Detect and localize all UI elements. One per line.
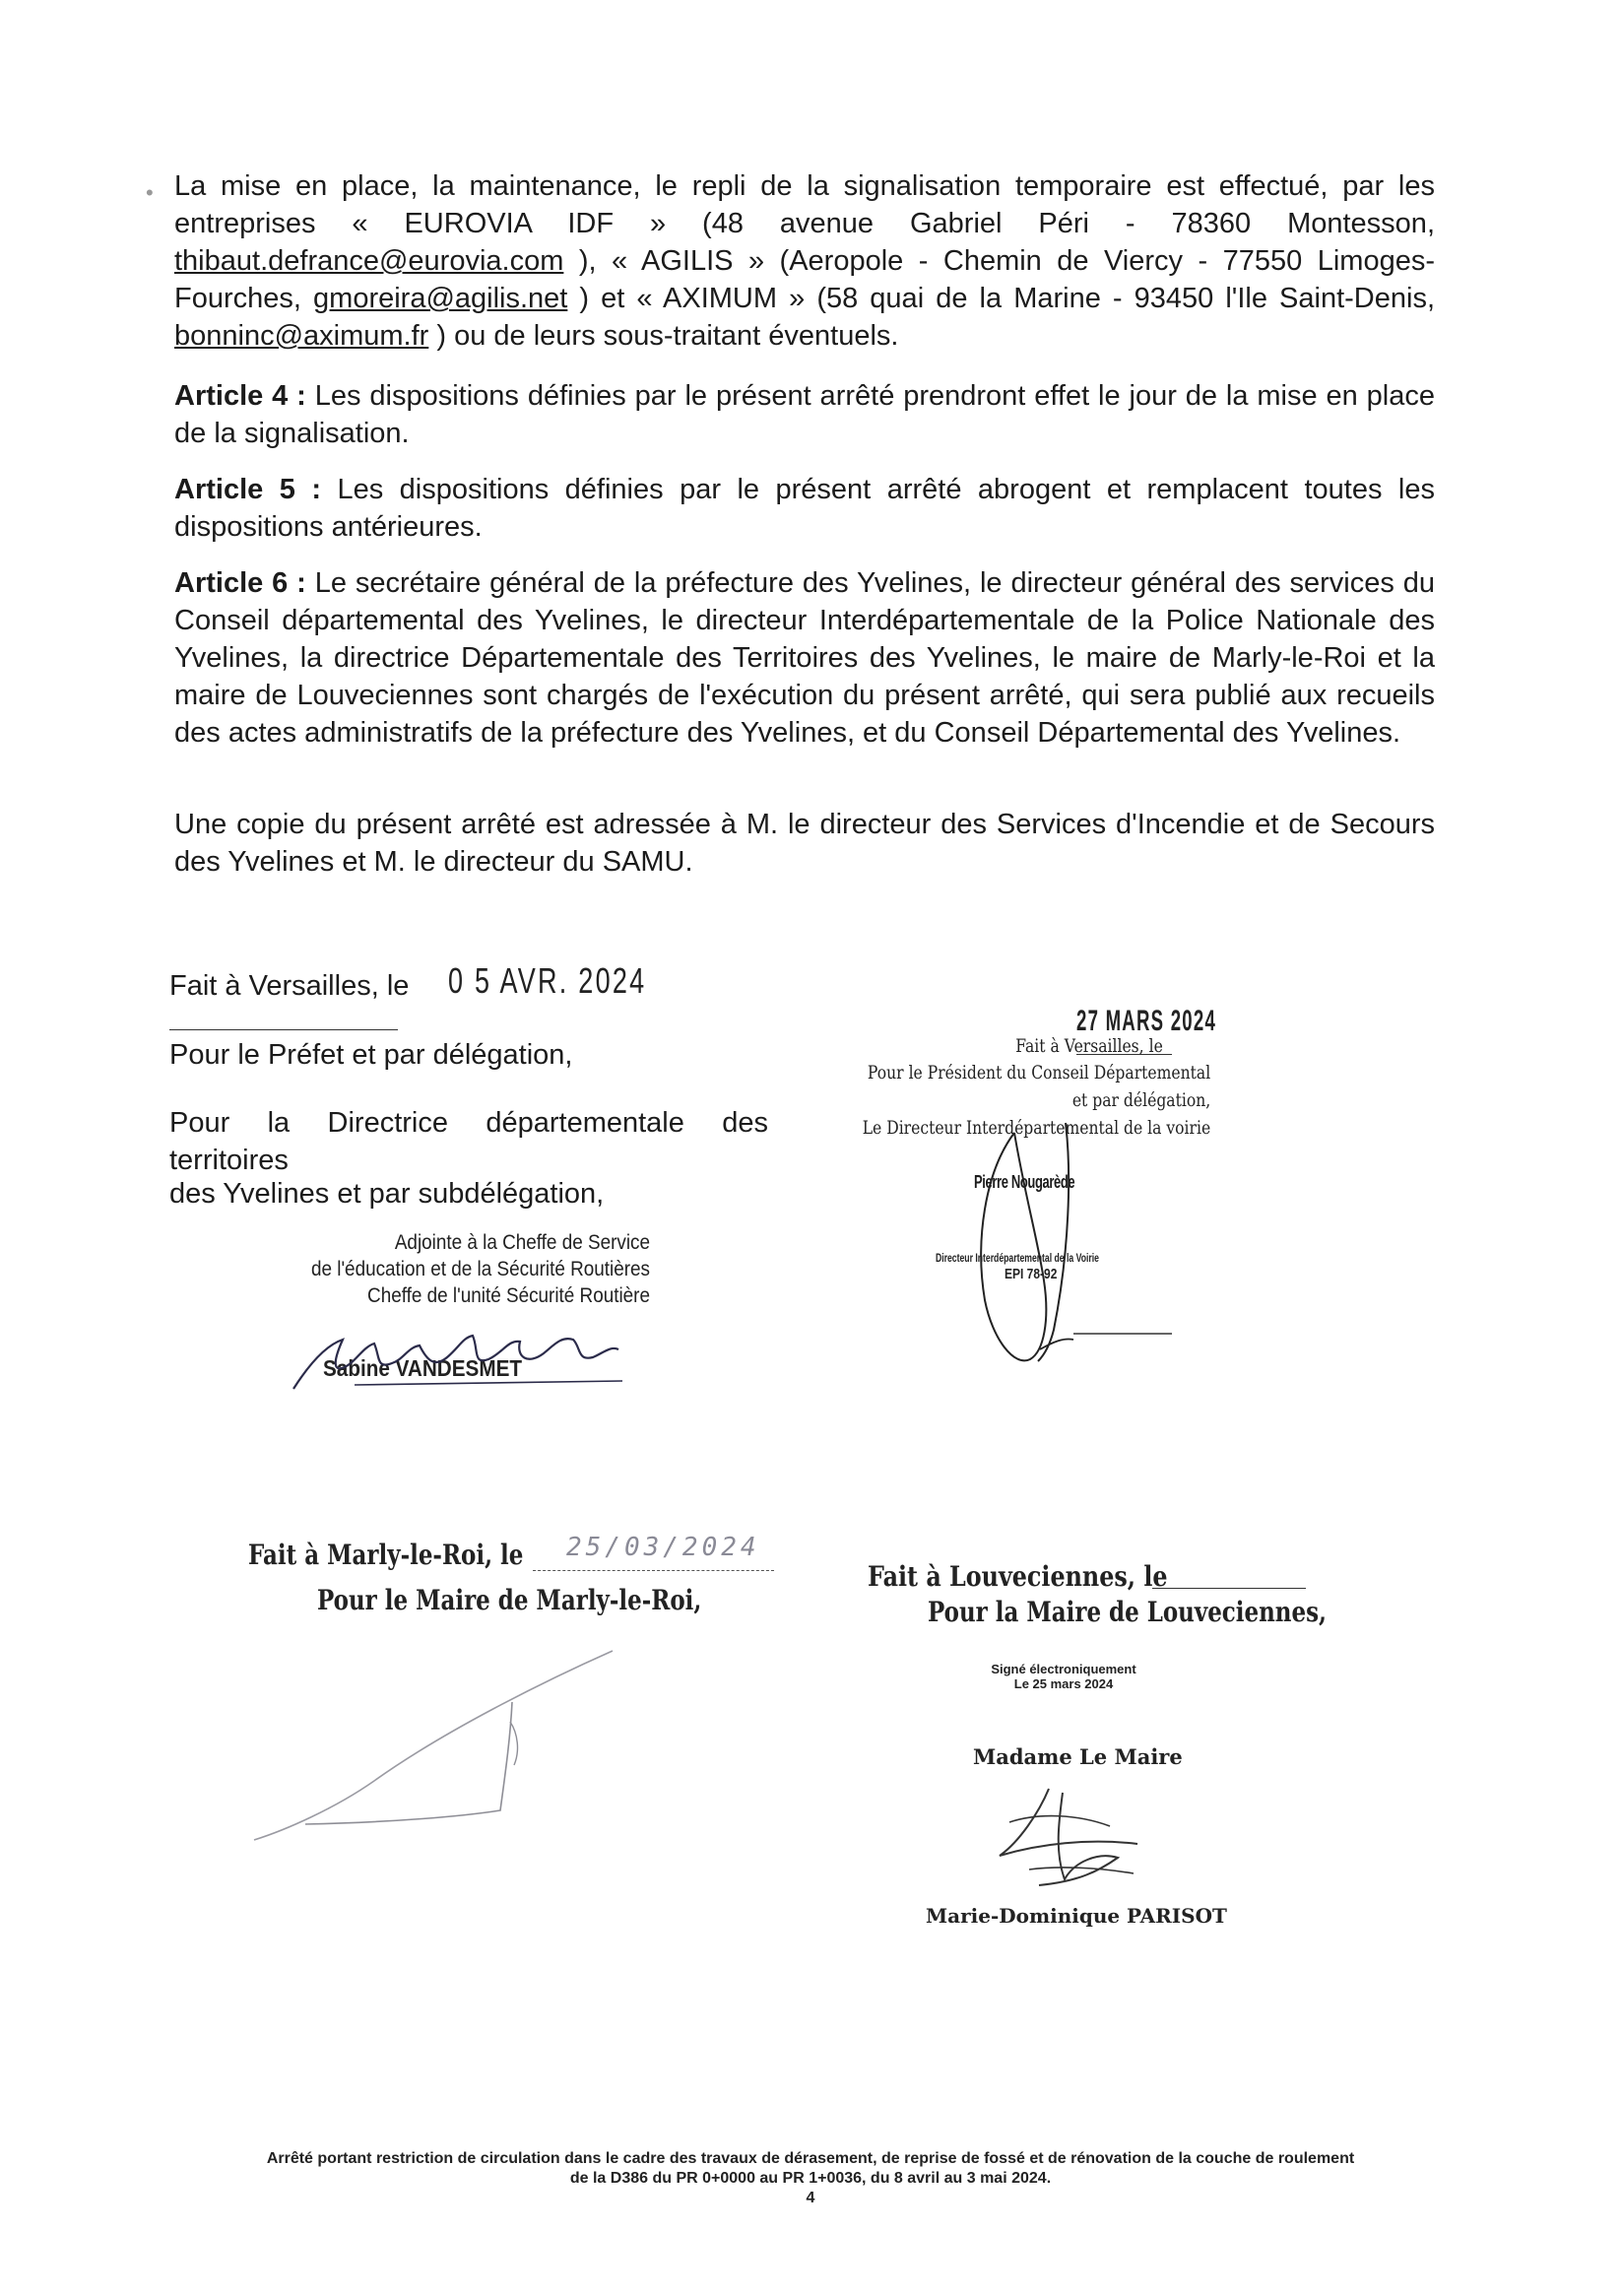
louveciennes-title: Madame Le Maire bbox=[973, 1744, 1183, 1769]
louveciennes-name: Marie-Dominique PARISOT bbox=[926, 1904, 1227, 1928]
departement-line-3: Le Directeur Interdépartemental de la voirie bbox=[862, 1117, 1211, 1139]
louveciennes-esign-label: Signé électroniquement bbox=[991, 1662, 1136, 1676]
departement-fait-text: Fait à Versailles, le bbox=[1015, 1035, 1163, 1057]
prefet-handwritten-signature bbox=[286, 1318, 630, 1397]
copy-notice-text: Une copie du présent arrêté est adressée à M. le directeur des Services d'Incendie et de Secours des Yvelines et M. le directeur du SAMU. bbox=[174, 809, 1435, 878]
prefet-stamp-line-3: Cheffe de l'unité Sécurité Routière bbox=[367, 1284, 650, 1307]
footer-line-2: de la D386 du PR 0+0000 au PR 1+0036, du 8 avril au 3 mai 2024. bbox=[569, 2170, 1052, 2187]
prefet-line-1: Pour le Préfet et par délégation, bbox=[169, 1039, 573, 1071]
marly-date-rule bbox=[533, 1570, 774, 1571]
prefet-date-stamp: 0 5 AVR. 2024 bbox=[448, 960, 647, 1001]
article-4-text: Les dispositions définies par le présent arrêté prendront effet le jour de la mise en place de la signalisation. bbox=[174, 380, 1435, 449]
article-6-label: Article 6 : bbox=[174, 567, 306, 599]
prefet-stamp-line-1: Adjointe à la Cheffe de Service bbox=[394, 1231, 650, 1254]
marly-line: Pour le Maire de Marly-le-Roi, bbox=[317, 1584, 702, 1616]
louveciennes-esign-date: Le 25 mars 2024 bbox=[1013, 1676, 1114, 1691]
intro-text-4: ) ou de leurs sous-traitant éventuels. bbox=[428, 320, 899, 352]
article-5-label: Article 5 : bbox=[174, 474, 321, 505]
prefet-signatory: Sabine VANDESMET bbox=[323, 1355, 523, 1381]
prefet-line-2b: des Yvelines et par subdélégation, bbox=[169, 1178, 605, 1210]
louveciennes-date-rule bbox=[1152, 1588, 1306, 1589]
bullet-mark: • bbox=[146, 180, 154, 205]
prefet-stamp bbox=[278, 1229, 650, 1309]
intro-paragraph bbox=[174, 167, 1435, 355]
marly-fait-label: Fait à Marly-le-Roi, le bbox=[248, 1539, 524, 1571]
footer bbox=[148, 2149, 1473, 2208]
article-5 bbox=[174, 471, 1435, 546]
departement-name: Pierre Nougarède bbox=[974, 1172, 1075, 1192]
intro-text-3: ) et « AXIMUM » (58 quai de la Marine - 93450 l'Ile Saint-Denis, bbox=[567, 283, 1435, 314]
copy-notice bbox=[174, 806, 1435, 881]
article-5-text: Les dispositions définies par le présent arrêté abrogent et remplacent toutes les dispositions antérieures. bbox=[174, 474, 1435, 543]
departement-line-2: et par délégation, bbox=[1071, 1089, 1211, 1111]
louveciennes-line: Pour la Maire de Louveciennes, bbox=[928, 1596, 1328, 1628]
email-link-eurovia[interactable]: thibaut.defrance@eurovia.com bbox=[174, 245, 564, 277]
article-6-text: Le secrétaire général de la préfecture des Yvelines, le directeur général des services du Conseil départemental des Yvelines, le directeur Interdépartementale de la Police Nationale des Yvelines, la directrice Départementale des Territoires des Yvelines, le maire de Marly-le-Roi et la maire de Louveciennes sont chargés de l'exécution du présent arrêté, qui sera publié aux recueils des actes administratifs de la préfecture des Yvelines, et du Conseil Départemental des Yvelines. bbox=[174, 567, 1435, 749]
louveciennes-fait-label: Fait à Louveciennes, le bbox=[868, 1560, 1168, 1593]
email-link-agilis[interactable]: gmoreira@agilis.net bbox=[313, 283, 568, 314]
article-4 bbox=[174, 377, 1435, 452]
louveciennes-esign bbox=[985, 1662, 1142, 1691]
departement-fait-label bbox=[929, 1032, 1163, 1060]
louveciennes-handwritten-signature bbox=[980, 1783, 1147, 1891]
departement-handwritten-signature bbox=[945, 1113, 1182, 1379]
article-6 bbox=[174, 564, 1435, 752]
departement-title: Directeur Interdépartemental de la Voirie bbox=[936, 1251, 1099, 1265]
prefet-stamp-line-2: de l'éducation et de la Sécurité Routières bbox=[310, 1258, 650, 1280]
departement-unit: EPI 78-92 bbox=[1005, 1266, 1058, 1282]
email-link-aximum[interactable]: bonninc@aximum.fr bbox=[174, 320, 429, 352]
marly-handwritten-signature bbox=[246, 1643, 630, 1850]
departement-line-1: Pour le Président du Conseil Départemental bbox=[867, 1062, 1211, 1083]
article-4-label: Article 4 : bbox=[174, 380, 306, 412]
marly-handwritten-date: 25/03/2024 bbox=[566, 1533, 760, 1562]
prefet-date-rule bbox=[169, 1029, 398, 1030]
footer-line-1: Arrêté portant restriction de circulation dans le cadre des travaux de dérasement, de reprise de fossé et de rénovation de la couche de roulement bbox=[266, 2150, 1355, 2167]
prefet-line-2a: Pour la Directrice départementale des territoires bbox=[169, 1107, 768, 1176]
intro-text-1: La mise en place, la maintenance, le repli de la signalisation temporaire est effectué, par les entreprises « EUROVIA IDF » (48 avenue Gabriel Péri - 78360 Montesson, bbox=[174, 170, 1435, 239]
prefet-fait-label: Fait à Versailles, le bbox=[169, 970, 410, 1002]
page-number: 4 bbox=[806, 2190, 815, 2206]
departement-date-rule bbox=[1076, 1054, 1172, 1055]
departement-date-stamp: 27 MARS 2024 bbox=[1076, 1005, 1217, 1037]
intro-text-2: ), « AGILIS » (Aeropole - Chemin de Viercy - 77550 Limoges-Fourches, bbox=[174, 245, 1435, 314]
